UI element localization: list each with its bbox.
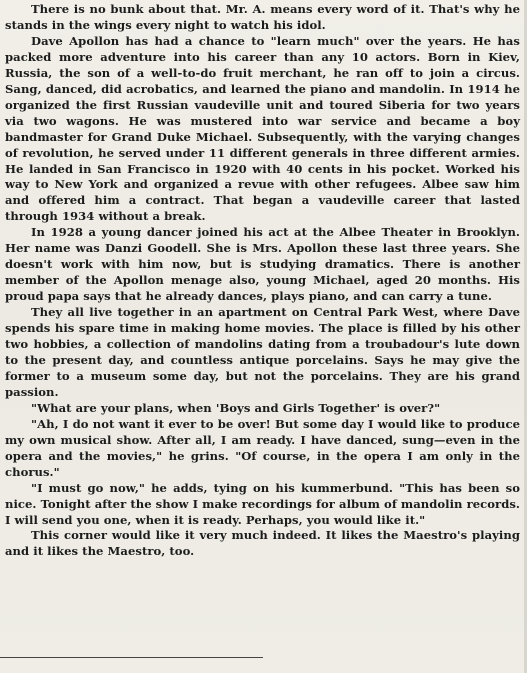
paragraph-bunk: There is no bunk about that. Mr. A. means every word of it. That's why he stands in the wings every night to watch his idol. [5,2,520,32]
paragraph-marriage: In 1928 a young dancer joined his act at the Albee Theater in Brooklyn. Her name was Danzi Goodell. She is Mrs. Apollon these last three years. She doesn't work with him now, but is studying dramatics. There is another member of the Apollon menage also, young Michael, aged 20 months. His proud papa says that he already dances, plays piano, and can carry a tune. [5,225,520,304]
article-column [5,2,520,560]
paragraph-closing: This corner would like it very much indeed. It likes the Maestro's playing and it likes the Maestro, too. [5,528,520,559]
closing-underline [0,657,263,658]
paragraph-home: They all live together in an apartment on Central Park West, where Dave spends his spare time in making home movies. The place is filled by his other two hobbies, a collection of mandolins dating from a troubadour's lute down to the present day, and countless antique porcelains. Says he may give the former to a museum some day, but not the porcelains. They are his grand passion. [5,305,520,399]
paragraph-question: "What are your plans, when 'Boys and Girls Together' is over?" [31,400,441,415]
paragraph-career: Dave Apollon has had a chance to "learn much" over the years. He has packed more adventure into his career than any 10 actors. Born in Kiev, Russia, the son of a well-to-do fruit merchant, he ran off to join a circus. Sang, danced, did acrobatics, and learned the piano and mandolin. In 1914 he organized the first Russian vaudeville unit and toured Siberia for two years via two wagons. He was mustered into war service and became a boy bandmaster for Grand Duke Michael. Subsequently, with the varying changes of revolution, he served under 11 different generals in three different armies. He landed in San Francisco in 1920 with 40 cents in his pocket. Worked his way to New York and organized a revue with other refugees. Albee saw him and offered him a contract. That began a vaudeville career that lasted through 1934 without a break. [5,33,520,224]
paragraph-plans: "Ah, I do not want it ever to be over! But some day I would like to produce my own musical show. After all, I am ready. I have danced, sung—even in the opera and the movies," he grins. "Of course, in the opera I am only in the chorus." [5,416,520,479]
paragraph-farewell: "I must go now," he adds, tying on his kummerbund. "This has been so nice. Tonight after the show I make recordings for album of mandolin records. I will send you one, when it is ready. Perhaps, you would like it." [5,480,520,527]
